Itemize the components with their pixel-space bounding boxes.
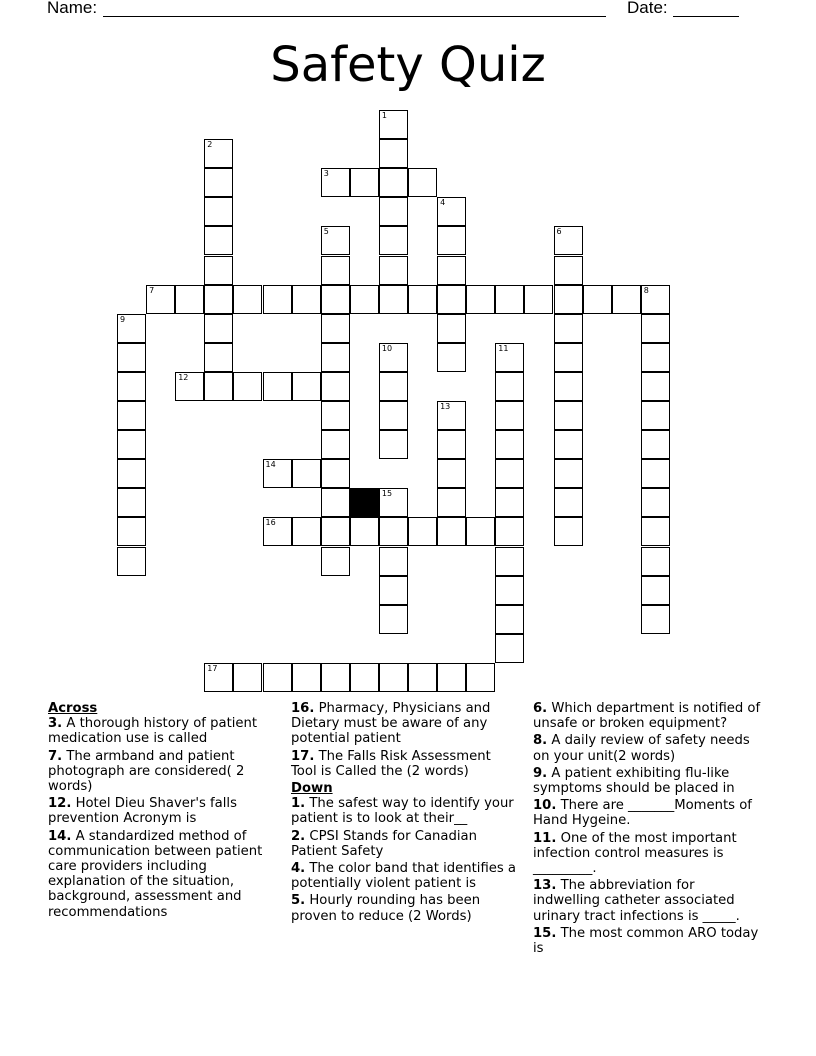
crossword-cell[interactable] xyxy=(292,663,321,692)
crossword-cell[interactable] xyxy=(641,517,670,546)
crossword-cell[interactable] xyxy=(437,663,466,692)
crossword-cell[interactable] xyxy=(263,517,292,546)
crossword-cell[interactable] xyxy=(233,372,262,401)
clue-text: Pharmacy, Physicians and Dietary must be aware of any potential patient xyxy=(291,701,491,747)
clue-number: 8. xyxy=(533,733,548,749)
clue-number: 17. xyxy=(291,748,315,764)
cell-number: 16 xyxy=(265,518,276,528)
cell-number: 2 xyxy=(207,140,213,150)
clue-text: A standardized method of communication between patient care providers including explanation of the situation, background, assessment and recommendations xyxy=(48,828,263,920)
crossword-cell[interactable] xyxy=(204,343,233,372)
cell-number: 17 xyxy=(207,663,218,673)
crossword-cell[interactable] xyxy=(524,285,553,314)
crossword-cell[interactable] xyxy=(379,285,408,314)
crossword-cell[interactable] xyxy=(379,576,408,605)
cell-number: 3 xyxy=(323,169,329,179)
clue-item xyxy=(533,798,765,828)
clue-text: The abbreviation for indwelling catheter associated urinary tract infections is _____. xyxy=(533,878,740,924)
crossword-cell[interactable] xyxy=(321,663,350,692)
crossword-cell[interactable] xyxy=(350,168,379,197)
crossword-cell[interactable] xyxy=(117,547,146,576)
crossword-cell[interactable] xyxy=(466,517,495,546)
clue-number: 3. xyxy=(48,716,63,732)
crossword-cell[interactable] xyxy=(437,488,466,517)
crossword-cell[interactable] xyxy=(292,372,321,401)
cell-number: 7 xyxy=(149,285,155,295)
clue-item xyxy=(533,766,765,796)
clue-number: 5. xyxy=(291,893,306,909)
crossword-cell[interactable] xyxy=(437,517,466,546)
clue-number: 11. xyxy=(533,830,557,846)
crossword-cell[interactable] xyxy=(408,285,437,314)
crossword-cell[interactable] xyxy=(379,168,408,197)
crossword-cell[interactable] xyxy=(175,372,204,401)
across-heading: Across xyxy=(48,701,98,716)
crossword-cell[interactable] xyxy=(204,168,233,197)
clue-text: Hourly rounding has been proven to reduce (2 Words) xyxy=(291,893,481,924)
crossword-cell[interactable] xyxy=(350,663,379,692)
clue-item xyxy=(533,733,765,763)
clues-column-1 xyxy=(48,701,276,922)
crossword-cell[interactable] xyxy=(292,459,321,488)
crossword-cell[interactable] xyxy=(117,517,146,546)
clue-item xyxy=(533,831,765,877)
crossword-cell[interactable] xyxy=(204,372,233,401)
crossword-cell[interactable] xyxy=(437,343,466,372)
crossword-cell[interactable] xyxy=(117,314,146,343)
cell-number: 13 xyxy=(440,402,451,411)
crossword-cell[interactable] xyxy=(554,459,583,488)
crossword-cell[interactable] xyxy=(641,372,670,401)
crossword-cell[interactable] xyxy=(379,343,408,372)
crossword-cell[interactable] xyxy=(641,605,670,634)
cell-number: 15 xyxy=(381,489,393,499)
clues-column-3 xyxy=(533,701,765,958)
clue-number: 10. xyxy=(533,798,557,814)
crossword-cell[interactable] xyxy=(175,285,204,314)
clue-number: 1. xyxy=(291,796,306,812)
crossword-cell[interactable] xyxy=(466,663,495,692)
clue-item xyxy=(291,701,516,747)
cell-number: 6 xyxy=(556,227,562,237)
crossword-cell[interactable] xyxy=(292,517,321,546)
crossword-cell[interactable] xyxy=(379,197,408,226)
crossword-cell[interactable] xyxy=(641,343,670,372)
clue-text: There are _______Moments of Hand Hygeine. xyxy=(533,798,752,829)
crossword-cell[interactable] xyxy=(263,663,292,692)
crossword-cell[interactable] xyxy=(321,256,350,285)
clue-text: The most common ARO today is xyxy=(533,925,759,957)
crossword-cell[interactable] xyxy=(437,401,466,430)
crossword-cell[interactable] xyxy=(379,430,408,459)
crossword-cell[interactable] xyxy=(321,343,350,372)
clue-item xyxy=(291,861,516,891)
crossword-cell[interactable] xyxy=(379,517,408,546)
down-heading: Down xyxy=(291,781,333,797)
crossword-cell[interactable] xyxy=(204,139,233,168)
cell-number: 1 xyxy=(381,111,387,120)
cell-number: 9 xyxy=(120,314,126,324)
clue-item xyxy=(291,749,516,779)
cell-number: 8 xyxy=(643,285,649,295)
crossword-cell[interactable] xyxy=(321,372,350,401)
crossword-cell[interactable] xyxy=(554,343,583,372)
crossword-cell[interactable] xyxy=(495,372,524,401)
crossword-cell[interactable] xyxy=(437,314,466,343)
clue-number: 13. xyxy=(533,878,557,894)
clue-text: One of the most important infection control measures is _________. xyxy=(533,830,737,877)
crossword-cell[interactable] xyxy=(554,401,583,430)
clue-text: CPSI Stands for Canadian Patient Safety xyxy=(291,828,477,859)
crossword-black-cell xyxy=(350,488,379,517)
crossword-cell[interactable] xyxy=(204,197,233,226)
clue-number: 6. xyxy=(533,701,548,716)
crossword-cell[interactable] xyxy=(379,605,408,634)
crossword-cell[interactable] xyxy=(379,372,408,401)
across-clue-list-continued xyxy=(291,701,516,779)
crossword-cell[interactable] xyxy=(495,488,524,517)
date-label: Date: xyxy=(627,0,668,17)
crossword-cell[interactable] xyxy=(408,168,437,197)
crossword-cell[interactable] xyxy=(495,285,524,314)
crossword-cell[interactable] xyxy=(379,110,408,139)
page-title: Safety Quiz xyxy=(270,37,546,93)
crossword-cell[interactable] xyxy=(117,488,146,517)
crossword-cell[interactable] xyxy=(350,285,379,314)
crossword-cell[interactable] xyxy=(233,663,262,692)
clue-text: A patient exhibiting flu-like symptoms should be placed in xyxy=(533,765,735,797)
crossword-cell[interactable] xyxy=(612,285,641,314)
crossword-cell[interactable] xyxy=(495,517,524,546)
clue-text: Which department is notified of unsafe or broken equipment? xyxy=(533,701,761,732)
crossword-cell[interactable] xyxy=(204,226,233,255)
crossword-cell[interactable] xyxy=(437,197,466,226)
clue-item xyxy=(48,829,276,920)
clue-item xyxy=(48,716,276,746)
crossword-cell[interactable] xyxy=(495,547,524,576)
crossword-cell[interactable] xyxy=(554,226,583,255)
clue-text: The armband and patient photograph are considered( 2 words) xyxy=(48,748,245,795)
crossword-cell[interactable] xyxy=(466,285,495,314)
crossword-cell[interactable] xyxy=(350,517,379,546)
crossword-cell[interactable] xyxy=(495,401,524,430)
crossword-cell[interactable] xyxy=(321,285,350,314)
clue-text: A daily review of safety needs on your unit(2 words) xyxy=(533,733,750,764)
crossword-cell[interactable] xyxy=(495,605,524,634)
crossword-cell[interactable] xyxy=(321,430,350,459)
crossword-cell[interactable] xyxy=(117,343,146,372)
crossword-cell[interactable] xyxy=(379,139,408,168)
crossword-cell[interactable] xyxy=(408,663,437,692)
clue-text: A thorough history of patient medication use is called xyxy=(48,716,258,747)
crossword-cell[interactable] xyxy=(321,459,350,488)
clues-column-2 xyxy=(291,701,516,926)
clue-text: The Falls Risk Assessment Tool is Called the (2 words) xyxy=(291,748,491,779)
clue-item xyxy=(533,701,765,731)
crossword-cell[interactable] xyxy=(379,256,408,285)
crossword-cell[interactable] xyxy=(554,372,583,401)
crossword-cell[interactable] xyxy=(641,576,670,605)
crossword-cell[interactable] xyxy=(641,314,670,343)
cell-number: 14 xyxy=(265,460,276,470)
crossword-cell[interactable] xyxy=(437,226,466,255)
clue-item xyxy=(291,829,516,859)
crossword-cell[interactable] xyxy=(554,285,583,314)
cell-number: 5 xyxy=(323,227,329,237)
crossword-cell[interactable] xyxy=(146,285,175,314)
crossword-cell[interactable] xyxy=(408,517,437,546)
crossword-cell[interactable] xyxy=(204,285,233,314)
cell-number: 11 xyxy=(498,343,509,353)
crossword-cell[interactable] xyxy=(641,401,670,430)
clue-item xyxy=(48,749,276,795)
crossword-cell[interactable] xyxy=(641,547,670,576)
crossword-cell[interactable] xyxy=(204,663,233,692)
crossword-cell[interactable] xyxy=(641,459,670,488)
across-clue-list xyxy=(48,716,276,920)
crossword-cell[interactable] xyxy=(117,401,146,430)
clue-text: The color band that identifies a potentially violent patient is xyxy=(291,861,517,892)
crossword-cell[interactable] xyxy=(321,226,350,255)
crossword-cell[interactable] xyxy=(204,256,233,285)
crossword-cell[interactable] xyxy=(641,285,670,314)
clue-item xyxy=(533,926,765,956)
crossword-cell[interactable] xyxy=(263,459,292,488)
crossword-cell[interactable] xyxy=(233,285,262,314)
crossword-cell[interactable] xyxy=(292,285,321,314)
crossword-cell[interactable] xyxy=(117,459,146,488)
crossword-cell[interactable] xyxy=(263,285,292,314)
crossword-cell[interactable] xyxy=(379,488,408,517)
clue-text: The safest way to identify your patient is to look at their__ xyxy=(291,796,514,827)
crossword-cell[interactable] xyxy=(495,459,524,488)
clue-number: 16. xyxy=(291,701,315,716)
clue-number: 14. xyxy=(48,828,72,844)
crossword-cell[interactable] xyxy=(495,576,524,605)
crossword-cell[interactable] xyxy=(321,401,350,430)
crossword-cell[interactable] xyxy=(641,430,670,459)
crossword-cell[interactable] xyxy=(583,285,612,314)
clue-number: 7. xyxy=(48,748,63,764)
crossword-cell[interactable] xyxy=(554,488,583,517)
crossword-cell[interactable] xyxy=(117,430,146,459)
crossword-cell[interactable] xyxy=(437,459,466,488)
crossword-cell[interactable] xyxy=(204,314,233,343)
clue-item xyxy=(533,878,765,924)
cell-number: 12 xyxy=(178,372,189,382)
clue-item xyxy=(291,796,516,826)
crossword-cell[interactable] xyxy=(437,256,466,285)
crossword-cell[interactable] xyxy=(641,488,670,517)
name-label: Name: xyxy=(47,0,98,17)
clue-number: 4. xyxy=(291,861,306,877)
crossword-cell[interactable] xyxy=(263,372,292,401)
crossword-cell[interactable] xyxy=(554,430,583,459)
crossword-cell[interactable] xyxy=(554,256,583,285)
crossword-cell[interactable] xyxy=(379,547,408,576)
clue-item xyxy=(291,893,516,923)
crossword-cell[interactable] xyxy=(379,401,408,430)
down-clue-list xyxy=(291,796,516,924)
crossword-cell[interactable] xyxy=(321,517,350,546)
clue-number: 2. xyxy=(291,828,306,844)
down-clue-list-continued xyxy=(533,701,765,956)
clue-number: 9. xyxy=(533,765,548,781)
crossword-cell[interactable] xyxy=(321,488,350,517)
clue-text: Hotel Dieu Shaver's falls prevention Acronym is xyxy=(48,796,237,827)
cell-number: 4 xyxy=(440,198,446,208)
crossword-cell[interactable] xyxy=(554,517,583,546)
crossword-cell[interactable] xyxy=(379,226,408,255)
clue-item xyxy=(48,796,276,826)
crossword-cell[interactable] xyxy=(321,547,350,576)
clue-number: 12. xyxy=(48,796,72,812)
crossword-cell[interactable] xyxy=(379,663,408,692)
crossword-cell[interactable] xyxy=(495,634,524,663)
crossword-cell[interactable] xyxy=(495,343,524,372)
crossword-cell[interactable] xyxy=(437,430,466,459)
crossword-cell[interactable] xyxy=(117,372,146,401)
crossword-cell[interactable] xyxy=(321,314,350,343)
cell-number: 10 xyxy=(381,343,393,353)
crossword-cell[interactable] xyxy=(495,430,524,459)
crossword-cell[interactable] xyxy=(554,314,583,343)
crossword-cell[interactable] xyxy=(321,168,350,197)
crossword-cell[interactable] xyxy=(437,285,466,314)
clue-number: 15. xyxy=(533,925,557,941)
